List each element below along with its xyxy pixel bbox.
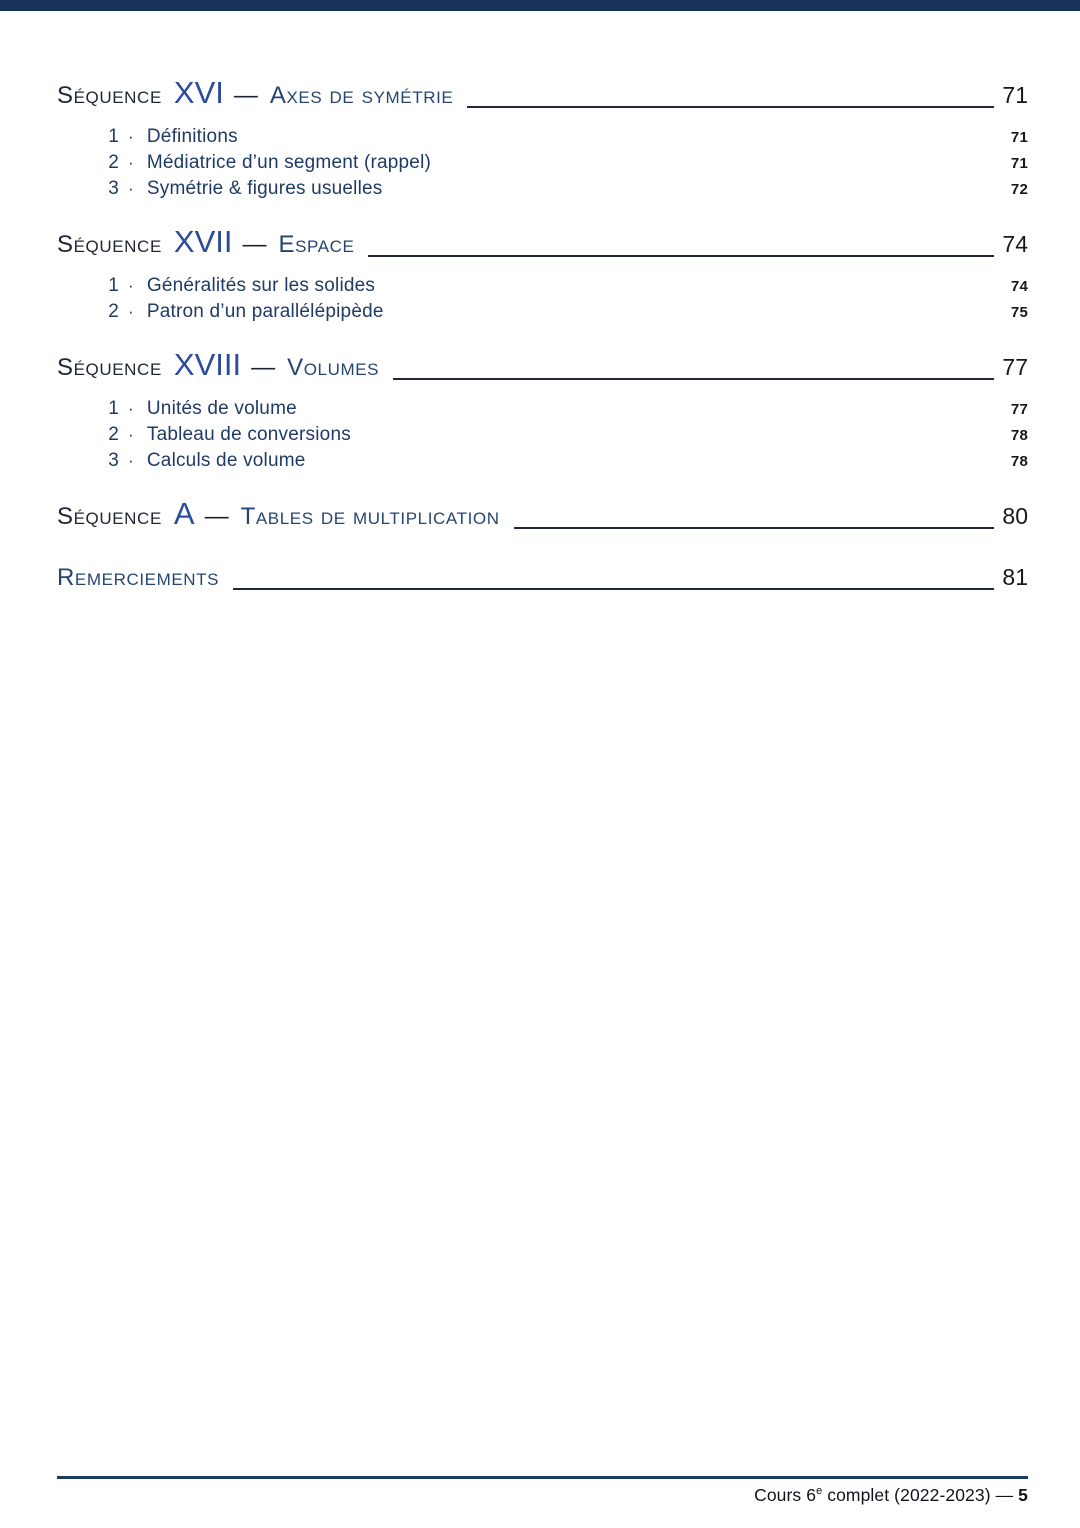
heading-word: Séquence bbox=[57, 231, 162, 258]
heading-title: Espace bbox=[278, 231, 355, 258]
bullet-separator: · bbox=[128, 451, 134, 470]
toc-heading-xviii[interactable] bbox=[57, 345, 1028, 388]
item-number: 2 bbox=[108, 301, 119, 322]
item-number: 1 bbox=[108, 275, 119, 296]
bullet-separator: · bbox=[128, 302, 134, 321]
page-footer bbox=[57, 1476, 1028, 1506]
heading-page-number: 81 bbox=[1002, 564, 1028, 590]
item-page-number: 72 bbox=[1010, 181, 1028, 198]
toc-section-remerciements bbox=[57, 557, 1028, 598]
bullet-separator: · bbox=[128, 179, 134, 198]
bullet-separator: · bbox=[128, 425, 134, 444]
toc-items bbox=[105, 396, 1028, 474]
item-label: Tableau de conversions bbox=[146, 424, 351, 445]
heading-page-number: 71 bbox=[1002, 82, 1028, 108]
toc-heading-a[interactable] bbox=[57, 494, 1028, 537]
toc-item[interactable] bbox=[105, 448, 1028, 474]
item-page-number: 71 bbox=[1010, 155, 1028, 172]
heading-numeral: A bbox=[173, 496, 195, 531]
toc-item[interactable] bbox=[105, 396, 1028, 422]
heading-numeral: XVI bbox=[173, 75, 224, 110]
item-number: 1 bbox=[108, 398, 119, 419]
bullet-separator: · bbox=[128, 399, 134, 418]
heading-page-number: 80 bbox=[1002, 503, 1028, 529]
heading-dash: — bbox=[251, 354, 276, 381]
leader-line bbox=[368, 255, 994, 257]
toc-heading-xvi[interactable] bbox=[57, 73, 1028, 116]
toc-section-a bbox=[57, 494, 1028, 537]
heading-dash: — bbox=[204, 503, 229, 530]
top-page-edge-bar bbox=[0, 0, 1080, 11]
toc-item[interactable] bbox=[105, 273, 1028, 299]
heading-numeral: XVII bbox=[173, 224, 233, 259]
heading-dash: — bbox=[242, 231, 267, 258]
toc-section-xvi bbox=[57, 73, 1028, 202]
heading-word: Séquence bbox=[57, 503, 162, 530]
table-of-contents bbox=[0, 11, 1080, 618]
item-page-number: 78 bbox=[1010, 453, 1028, 470]
toc-item[interactable] bbox=[105, 124, 1028, 150]
heading-word: Séquence bbox=[57, 82, 162, 109]
toc-section-xviii bbox=[57, 345, 1028, 474]
footer-ordinal-superscript: e bbox=[816, 1485, 823, 1498]
footer-course-label: Cours 6 bbox=[754, 1485, 817, 1505]
item-number: 3 bbox=[108, 450, 119, 471]
heading-title: Remerciements bbox=[57, 564, 220, 591]
item-label: Symétrie & figures usuelles bbox=[146, 178, 383, 199]
item-label: Généralités sur les solides bbox=[146, 275, 376, 296]
item-number: 1 bbox=[108, 126, 119, 147]
heading-title: Tables de multiplication bbox=[240, 503, 500, 530]
item-page-number: 78 bbox=[1010, 427, 1028, 444]
item-number: 2 bbox=[108, 152, 119, 173]
item-label: Unités de volume bbox=[146, 398, 297, 419]
toc-items bbox=[105, 273, 1028, 325]
item-label: Médiatrice d’un segment (rappel) bbox=[146, 152, 432, 173]
item-page-number: 74 bbox=[1010, 278, 1028, 295]
item-number: 2 bbox=[108, 424, 119, 445]
footer-page-info bbox=[57, 1485, 1028, 1506]
bullet-separator: · bbox=[128, 127, 134, 146]
item-number: 3 bbox=[108, 178, 119, 199]
toc-item[interactable] bbox=[105, 299, 1028, 325]
heading-dash: — bbox=[233, 82, 258, 109]
item-label: Calculs de volume bbox=[146, 450, 306, 471]
toc-item[interactable] bbox=[105, 150, 1028, 176]
leader-line bbox=[233, 588, 994, 590]
footer-rule bbox=[57, 1476, 1028, 1479]
leader-line bbox=[514, 527, 995, 529]
toc-section-xvii bbox=[57, 222, 1028, 325]
footer-page-number: 5 bbox=[1018, 1485, 1028, 1505]
item-label: Patron d’un parallélépipède bbox=[146, 301, 384, 322]
item-page-number: 75 bbox=[1010, 304, 1028, 321]
item-page-number: 71 bbox=[1010, 129, 1028, 146]
leader-line bbox=[467, 106, 994, 108]
toc-heading-remerciements[interactable] bbox=[57, 557, 1028, 598]
heading-page-number: 74 bbox=[1002, 231, 1028, 257]
toc-items bbox=[105, 124, 1028, 202]
heading-numeral: XVIII bbox=[173, 347, 242, 382]
toc-item[interactable] bbox=[105, 422, 1028, 448]
leader-line bbox=[393, 378, 994, 380]
heading-title: Axes de symétrie bbox=[269, 82, 454, 109]
heading-title: Volumes bbox=[287, 354, 380, 381]
toc-heading-xvii[interactable] bbox=[57, 222, 1028, 265]
toc-item[interactable] bbox=[105, 176, 1028, 202]
footer-course-rest: complet (2022-2023) — bbox=[822, 1485, 1019, 1505]
bullet-separator: · bbox=[128, 276, 134, 295]
bullet-separator: · bbox=[128, 153, 134, 172]
heading-word: Séquence bbox=[57, 354, 162, 381]
heading-page-number: 77 bbox=[1002, 354, 1028, 380]
item-label: Définitions bbox=[146, 126, 238, 147]
item-page-number: 77 bbox=[1010, 401, 1028, 418]
